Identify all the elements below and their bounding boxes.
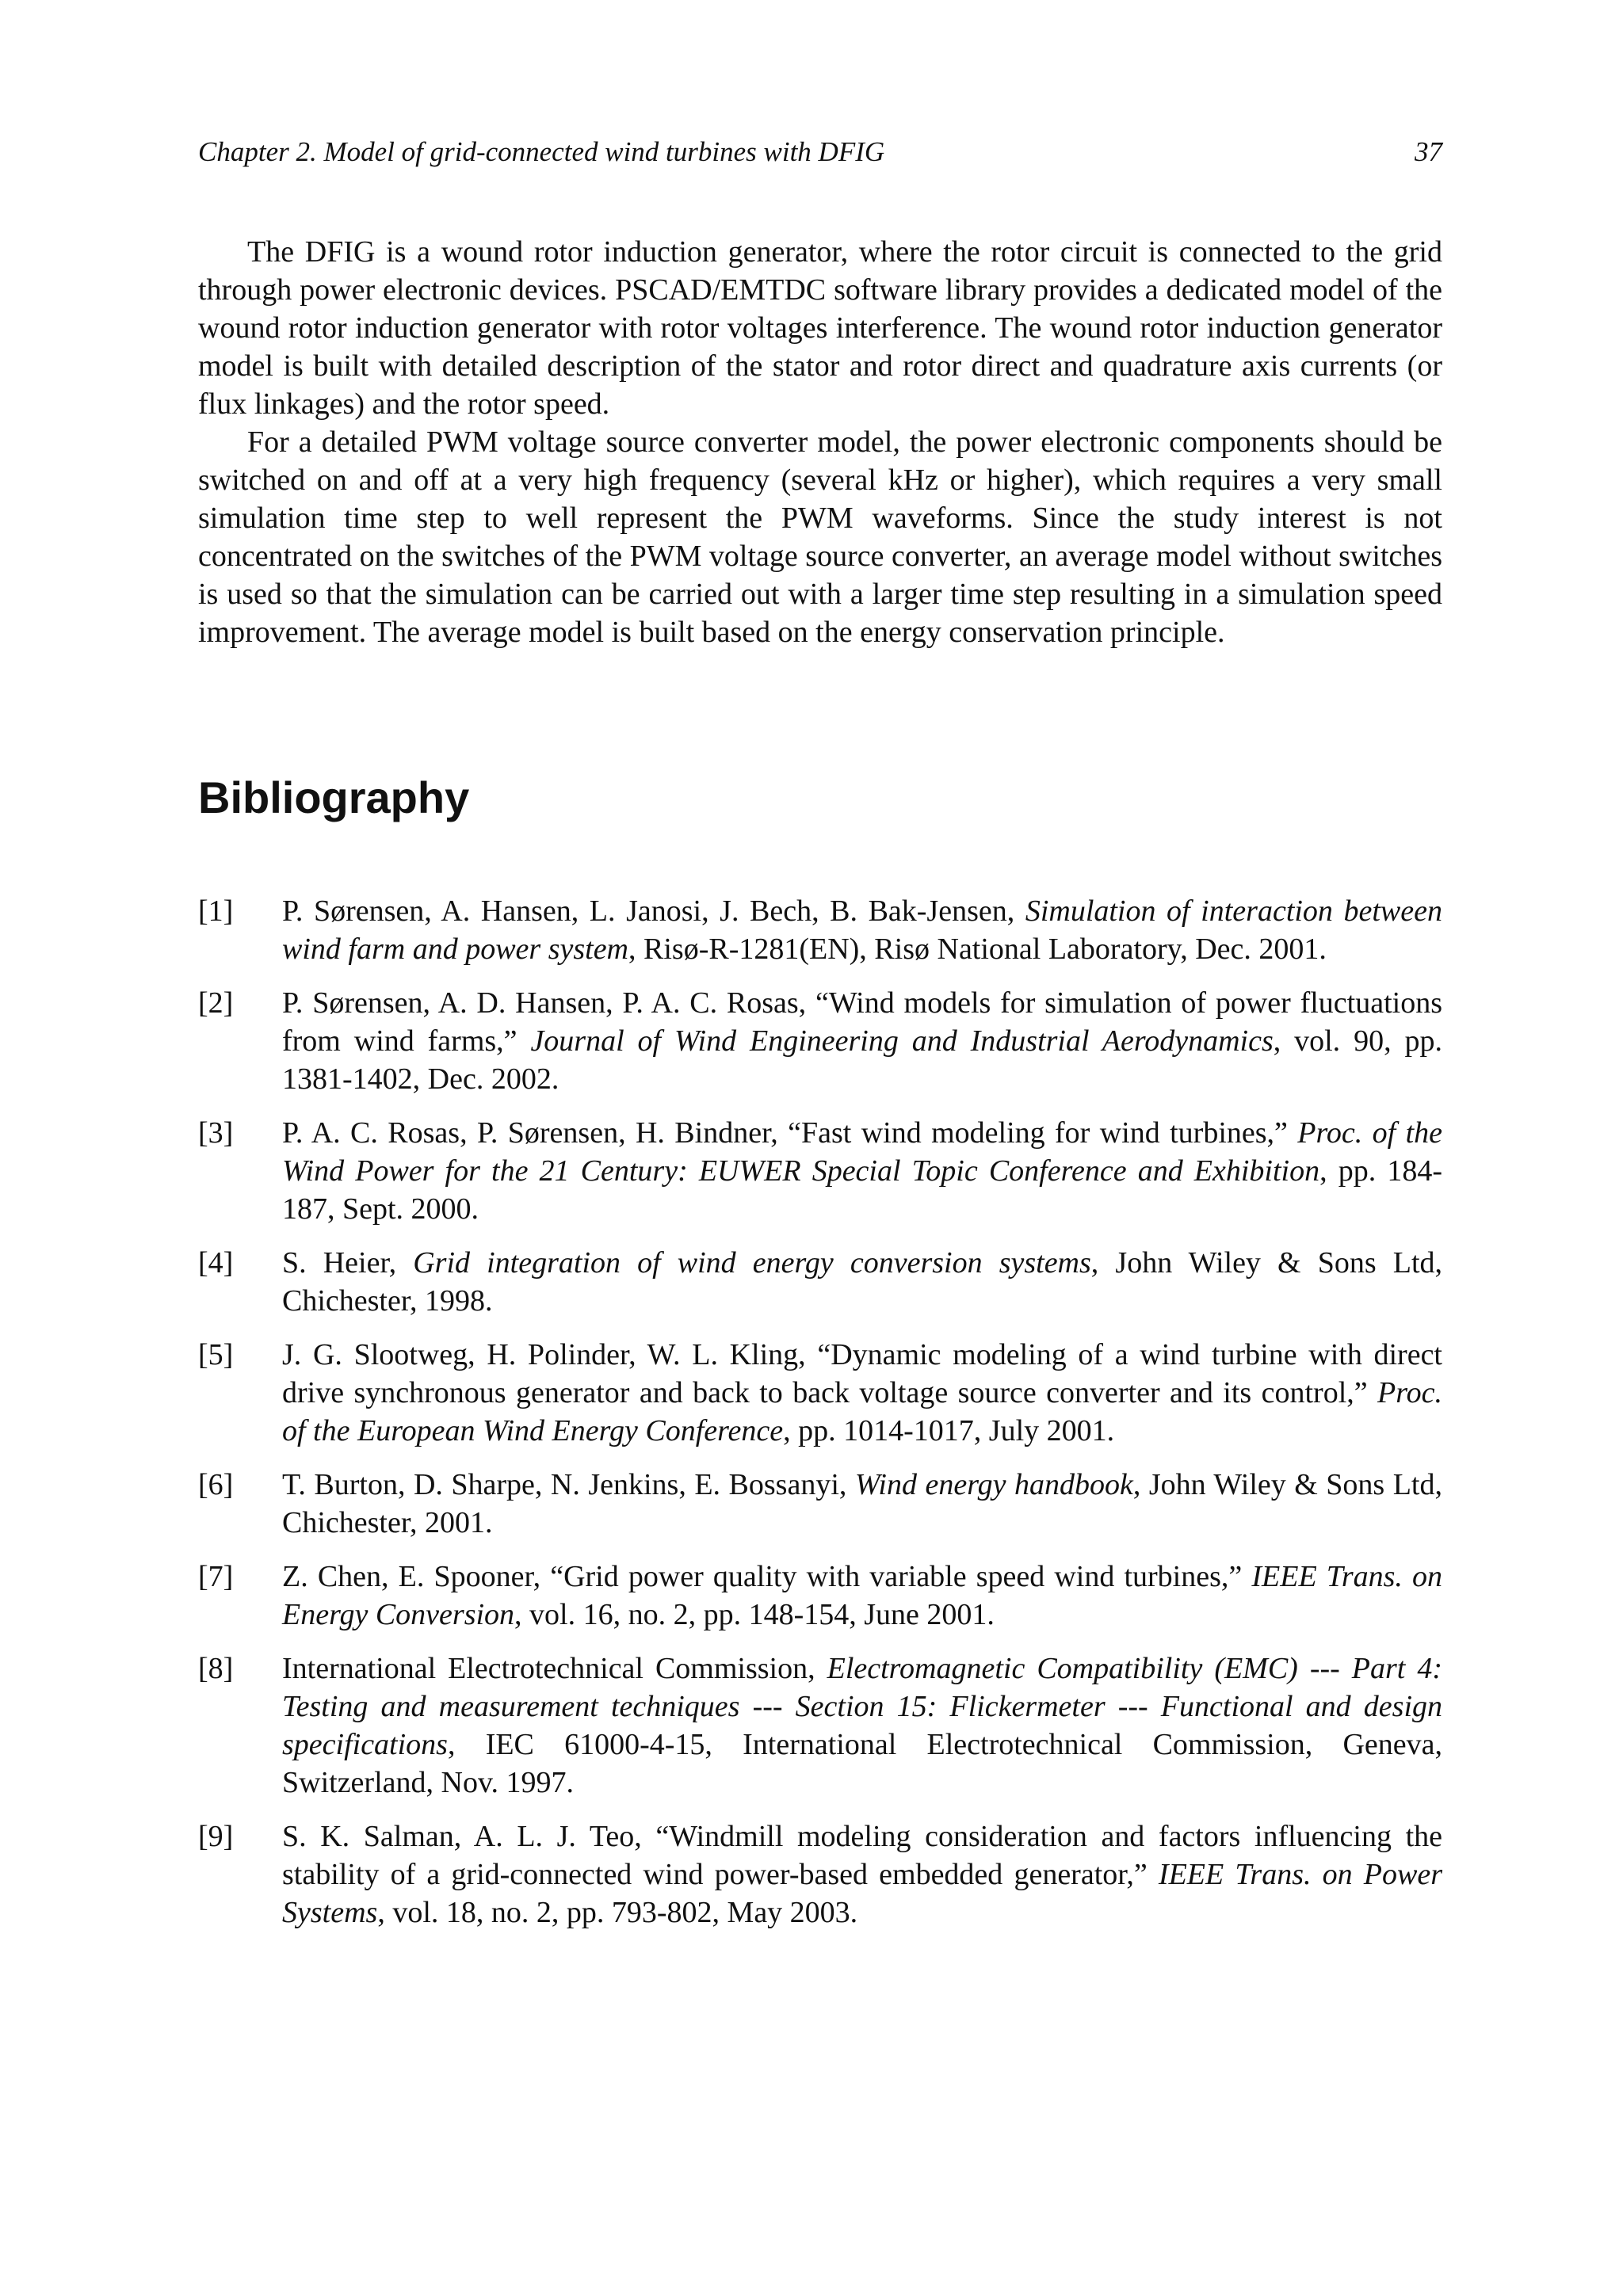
reference-details: , pp. 1014-1017, July 2001. — [783, 1414, 1115, 1447]
reference-title: Journal of Wind Engineering and Industrial Aerodynamics — [530, 1024, 1274, 1058]
reference-text — [282, 1650, 1442, 1802]
reference-item — [198, 1244, 1442, 1320]
reference-title: IEEE Trans. on Energy Conversion — [282, 1560, 1443, 1631]
reference-number: [5] — [198, 1338, 234, 1371]
reference-text — [282, 1114, 1442, 1228]
paragraph: For a detailed PWM voltage source converter model, the power electronic components should be switched on and off at a very high frequency (several kHz or higher), which requires a very small simulation time step to well represent the PWM waveforms. Since the study interest is not concentrated on the switches of the PWM voltage source converter, an average model without switches is used so that the simulation can be carried out with a larger time step resulting in a simulation speed improvement. The average model is built based on the energy conservation principle. — [198, 425, 1442, 649]
reference-item — [198, 1336, 1442, 1450]
reference-authors: Z. Chen, E. Spooner, “Grid power quality with variable speed wind turbines,” — [282, 1560, 1252, 1593]
reference-title: Electromagnetic Compatibility (EMC) --- Part 4: Testing and measurement techniques --- Section 15: Flickermeter --- Functional and design specifications — [282, 1652, 1442, 1761]
reference-details: , Risø-R-1281(EN), Risø National Laboratory, Dec. 2001. — [628, 933, 1327, 966]
reference-item — [198, 892, 1442, 968]
reference-text — [282, 892, 1442, 968]
reference-title: Simulation of interaction between wind farm and power system — [282, 894, 1442, 966]
reference-authors: International Electrotechnical Commission, — [282, 1652, 827, 1685]
reference-text — [282, 1466, 1442, 1542]
reference-authors: P. Sørensen, A. D. Hansen, P. A. C. Rosas, “Wind models for simulation of power fluctuations from wind farms,” — [282, 986, 1442, 1058]
reference-details: , John Wiley & Sons Ltd, Chichester, 1998. — [282, 1246, 1442, 1318]
body-text — [198, 233, 1442, 651]
reference-item — [198, 1466, 1442, 1542]
reference-number: [1] — [198, 894, 234, 928]
reference-number: [3] — [198, 1116, 234, 1150]
running-header — [198, 135, 1442, 170]
reference-authors: S. K. Salman, A. L. J. Teo, “Windmill modeling consideration and factors influencing the stability of a grid-connected wind power-based embedded generator,” — [282, 1820, 1442, 1891]
reference-text — [282, 1336, 1442, 1450]
reference-item — [198, 1817, 1442, 1932]
reference-item — [198, 1114, 1442, 1228]
reference-title: Proc. of the European Wind Energy Conference — [282, 1376, 1442, 1447]
reference-number: [7] — [198, 1560, 234, 1593]
reference-text — [282, 1817, 1442, 1932]
reference-title: Proc. of the Wind Power for the 21 Century: EUWER Special Topic Conference and Exhibition — [282, 1116, 1442, 1188]
reference-text — [282, 1558, 1442, 1634]
reference-authors: S. Heier, — [282, 1246, 414, 1280]
reference-number: [8] — [198, 1652, 234, 1685]
reference-list — [198, 892, 1442, 1947]
reference-authors: J. G. Slootweg, H. Polinder, W. L. Kling, “Dynamic modeling of a wind turbine with direct drive synchronous generator and back to back voltage source converter and its control,” — [282, 1338, 1442, 1409]
reference-text — [282, 984, 1442, 1098]
reference-number: [9] — [198, 1820, 234, 1853]
paragraph: The DFIG is a wound rotor induction generator, where the rotor circuit is connected to the grid through power electronic devices. PSCAD/EMTDC software library provides a dedicated model of the wound rotor induction generator with rotor voltages interference. The wound rotor induction generator model is built with detailed description of the stator and rotor direct and quadrature axis currents (or flux linkages) and the rotor speed. — [198, 235, 1442, 421]
reference-text — [282, 1244, 1442, 1320]
reference-authors: P. Sørensen, A. Hansen, L. Janosi, J. Bech, B. Bak-Jensen, — [282, 894, 1025, 928]
reference-title: IEEE Trans. on Power Systems — [282, 1858, 1442, 1929]
reference-item — [198, 984, 1442, 1098]
reference-number: [4] — [198, 1246, 234, 1280]
reference-details: , pp. 184-187, Sept. 2000. — [282, 1154, 1442, 1226]
reference-title: Wind energy handbook — [854, 1468, 1133, 1501]
reference-authors: P. A. C. Rosas, P. Sørensen, H. Bindner, “Fast wind modeling for wind turbines,” — [282, 1116, 1298, 1150]
reference-item — [198, 1650, 1442, 1802]
reference-title: Grid integration of wind energy conversion systems — [413, 1246, 1091, 1280]
reference-item — [198, 1558, 1442, 1634]
reference-details: , vol. 18, no. 2, pp. 793-802, May 2003. — [377, 1896, 858, 1929]
reference-details: , John Wiley & Sons Ltd, Chichester, 2001. — [282, 1468, 1442, 1539]
reference-number: [2] — [198, 986, 234, 1020]
reference-details: , IEC 61000-4-15, International Electrotechnical Commission, Geneva, Switzerland, Nov. 1997. — [282, 1728, 1442, 1799]
chapter-title: Chapter 2. Model of grid-connected wind turbines with DFIG — [198, 136, 885, 167]
reference-number: [6] — [198, 1468, 234, 1501]
bibliography-heading: Bibliography — [198, 772, 470, 822]
reference-details: , vol. 16, no. 2, pp. 148-154, June 2001. — [514, 1598, 995, 1631]
page-number: 37 — [1415, 136, 1442, 167]
reference-details: , vol. 90, pp. 1381-1402, Dec. 2002. — [282, 1024, 1442, 1096]
reference-authors: T. Burton, D. Sharpe, N. Jenkins, E. Bossanyi, — [282, 1468, 855, 1501]
